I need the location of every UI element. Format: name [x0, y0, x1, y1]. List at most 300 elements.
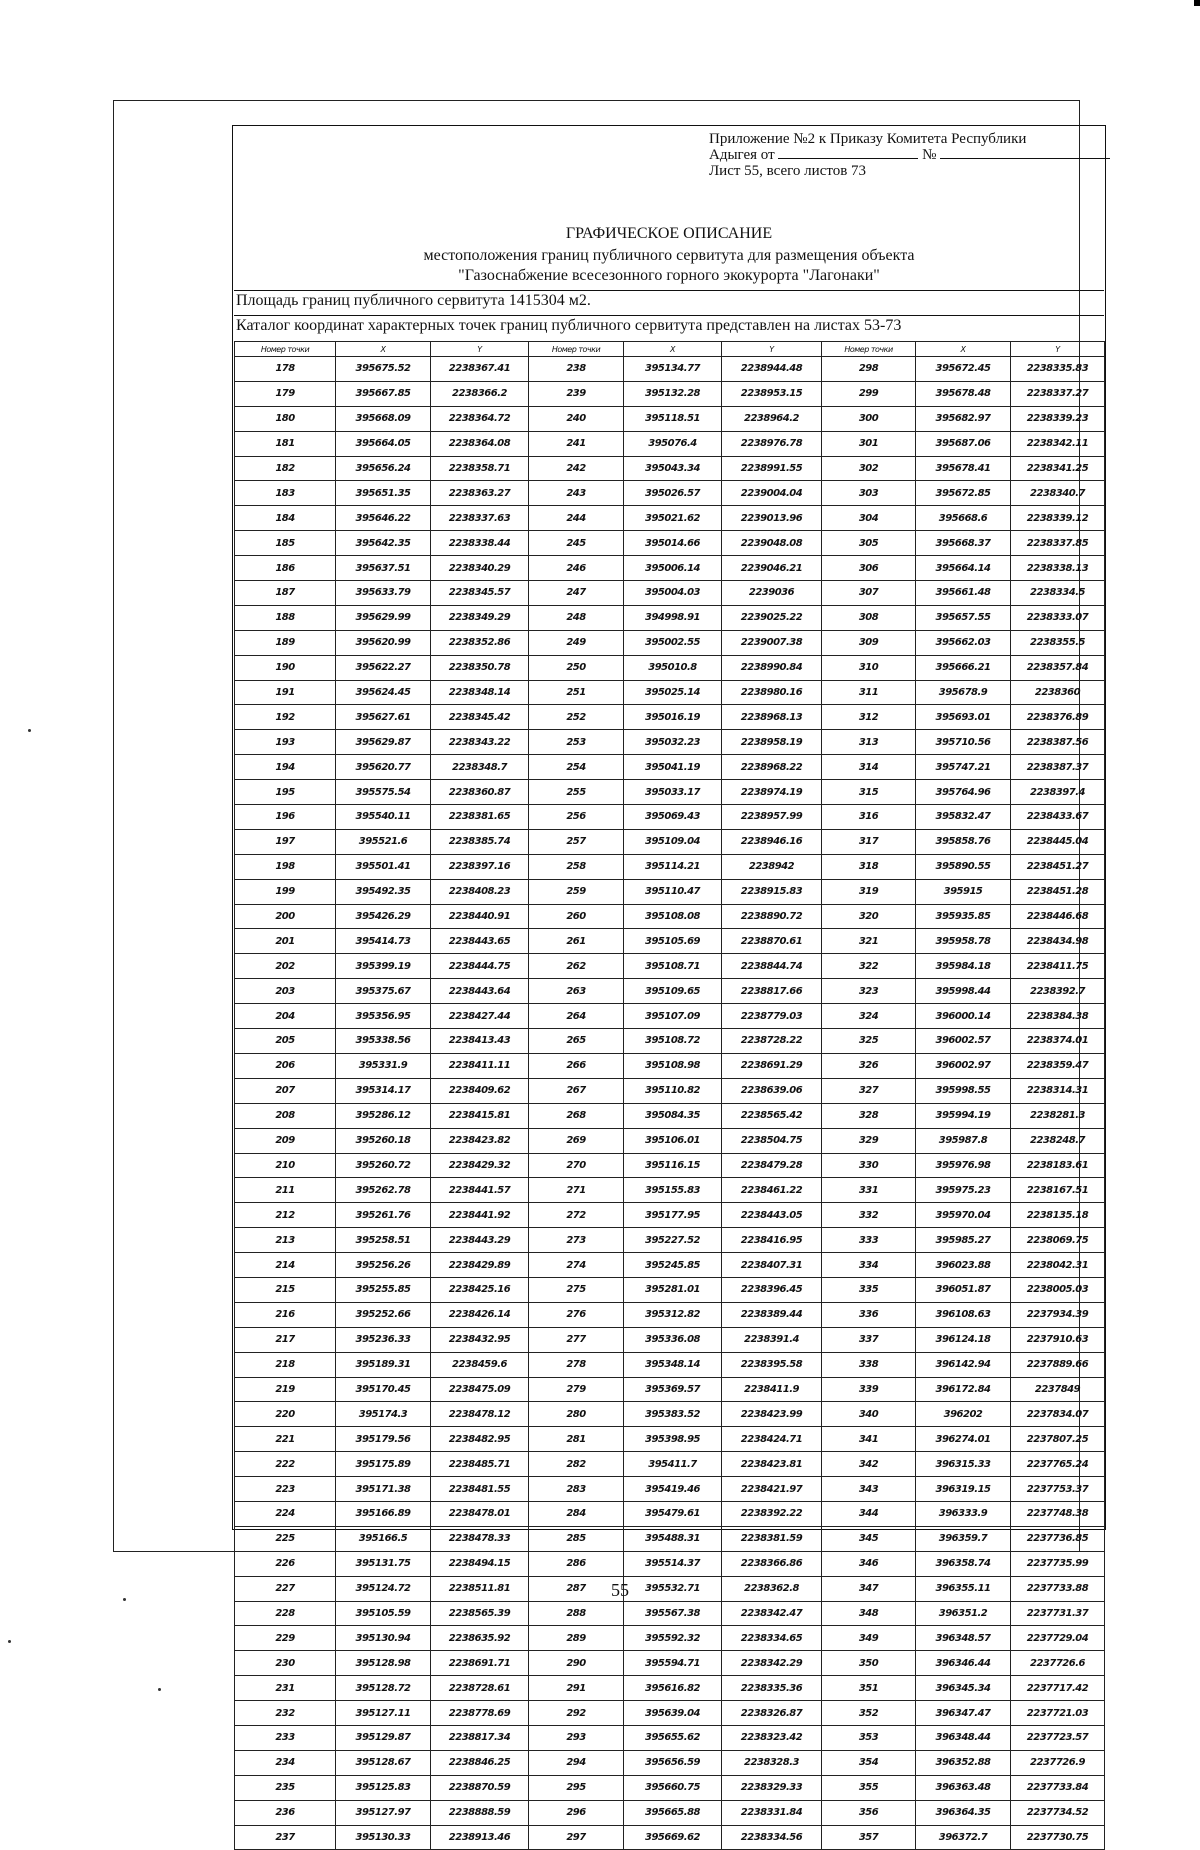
table-cell: 2238397.4 [1011, 780, 1105, 805]
table-cell: 395110.47 [624, 879, 722, 904]
table-row [235, 1004, 1105, 1029]
table-cell: 395252.66 [336, 1302, 431, 1327]
table-cell: 395998.55 [916, 1078, 1011, 1103]
table-cell: 2238342.29 [722, 1651, 822, 1676]
table-cell: 396352.88 [916, 1750, 1011, 1775]
table-cell: 2238423.82 [431, 1128, 529, 1153]
table-cell: 2239046.21 [722, 556, 822, 581]
table-cell: 396023.88 [916, 1253, 1011, 1278]
table-row [235, 1551, 1105, 1576]
table-cell: 395032.23 [624, 730, 722, 755]
table-cell: 2238424.71 [722, 1427, 822, 1452]
doc-subtitle-1: местоположения границ публичного сервитута для размещения объекта [423, 247, 915, 264]
table-row [235, 1128, 1105, 1153]
table-cell: 396346.44 [916, 1651, 1011, 1676]
table-cell: 395540.11 [336, 805, 431, 830]
table-cell: 2238183.61 [1011, 1153, 1105, 1178]
table-cell: 395575.54 [336, 780, 431, 805]
table-cell: 395227.52 [624, 1228, 722, 1253]
table-cell: 395177.95 [624, 1203, 722, 1228]
table-cell: 396348.44 [916, 1725, 1011, 1750]
table-cell: 198 [235, 854, 336, 879]
table-cell: 395021.62 [624, 506, 722, 531]
table-cell: 2238475.09 [431, 1377, 529, 1402]
table-cell: 2238421.97 [722, 1477, 822, 1502]
table-cell: 2238374.01 [1011, 1029, 1105, 1054]
table-cell: 317 [822, 829, 916, 854]
table-cell: 346 [822, 1551, 916, 1576]
table-cell: 395627.61 [336, 705, 431, 730]
table-cell: 351 [822, 1676, 916, 1701]
table-cell: 270 [529, 1153, 624, 1178]
table-cell: 322 [822, 954, 916, 979]
table-cell: 2238366.86 [722, 1551, 822, 1576]
table-cell: 395356.95 [336, 1004, 431, 1029]
table-cell: 395260.72 [336, 1153, 431, 1178]
table-cell: 353 [822, 1725, 916, 1750]
table-cell: 2238391.4 [722, 1327, 822, 1352]
table-row [235, 1725, 1105, 1750]
table-cell: 395261.76 [336, 1203, 431, 1228]
table-row [235, 829, 1105, 854]
table-cell: 325 [822, 1029, 916, 1054]
table-row [235, 979, 1105, 1004]
table-cell: 395348.14 [624, 1352, 722, 1377]
column-header: Y [1011, 342, 1105, 357]
table-cell: 2238870.61 [722, 929, 822, 954]
table-cell: 395069.43 [624, 805, 722, 830]
number-sign: № [922, 147, 937, 163]
table-cell: 196 [235, 805, 336, 830]
table-cell: 2238411.9 [722, 1377, 822, 1402]
table-cell: 295 [529, 1775, 624, 1800]
table-cell: 331 [822, 1178, 916, 1203]
table-cell: 203 [235, 979, 336, 1004]
table-cell: 395166.89 [336, 1501, 431, 1526]
table-cell: 395669.62 [624, 1825, 722, 1850]
table-cell: 223 [235, 1477, 336, 1502]
catalog-statement: Каталог координат характерных точек границ публичного сервитута представлен на листах 53-73 [234, 315, 1104, 336]
table-cell: 336 [822, 1302, 916, 1327]
table-cell: 395128.98 [336, 1651, 431, 1676]
table-row [235, 730, 1105, 755]
table-row [235, 1427, 1105, 1452]
table-cell: 355 [822, 1775, 916, 1800]
table-cell: 2238691.29 [722, 1053, 822, 1078]
table-cell: 395479.61 [624, 1501, 722, 1526]
table-cell: 395657.55 [916, 605, 1011, 630]
table-cell: 2238974.19 [722, 780, 822, 805]
table-cell: 306 [822, 556, 916, 581]
table-cell: 308 [822, 605, 916, 630]
table-cell: 268 [529, 1103, 624, 1128]
table-cell: 263 [529, 979, 624, 1004]
table-row [235, 1501, 1105, 1526]
table-cell: 2238976.78 [722, 431, 822, 456]
table-cell: 319 [822, 879, 916, 904]
table-cell: 2238167.51 [1011, 1178, 1105, 1203]
table-body [235, 357, 1105, 1850]
table-cell: 260 [529, 904, 624, 929]
table-row [235, 481, 1105, 506]
table-cell: 395132.28 [624, 381, 722, 406]
table-row [235, 655, 1105, 680]
table-row [235, 1402, 1105, 1427]
table-cell: 2238381.65 [431, 805, 529, 830]
table-cell: 395646.22 [336, 506, 431, 531]
table-cell: 2238335.36 [722, 1676, 822, 1701]
table-cell: 226 [235, 1551, 336, 1576]
table-cell: 350 [822, 1651, 916, 1676]
table-cell: 180 [235, 406, 336, 431]
table-cell: 2237726.9 [1011, 1750, 1105, 1775]
table-cell: 2238358.71 [431, 456, 529, 481]
table-cell: 395108.71 [624, 954, 722, 979]
table-cell: 2238348.7 [431, 755, 529, 780]
table-cell: 395935.85 [916, 904, 1011, 929]
table-cell: 276 [529, 1302, 624, 1327]
column-header: Y [431, 342, 529, 357]
table-cell: 236 [235, 1800, 336, 1825]
table-row [235, 1327, 1105, 1352]
table-cell: 2238387.37 [1011, 755, 1105, 780]
table-cell: 354 [822, 1750, 916, 1775]
table-cell: 395521.6 [336, 829, 431, 854]
table-row [235, 1302, 1105, 1327]
table-cell: 265 [529, 1029, 624, 1054]
table-cell: 2238443.05 [722, 1203, 822, 1228]
scan-speck [158, 1688, 161, 1691]
table-cell: 395105.69 [624, 929, 722, 954]
table-cell: 395398.95 [624, 1427, 722, 1452]
table-cell: 395651.35 [336, 481, 431, 506]
table-cell: 2238481.55 [431, 1477, 529, 1502]
table-cell: 191 [235, 680, 336, 705]
table-row [235, 1526, 1105, 1551]
table-cell: 2238343.22 [431, 730, 529, 755]
table-cell: 395127.11 [336, 1701, 431, 1726]
table-cell: 258 [529, 854, 624, 879]
table-cell: 251 [529, 680, 624, 705]
table-cell: 338 [822, 1352, 916, 1377]
table-cell: 291 [529, 1676, 624, 1701]
table-cell: 225 [235, 1526, 336, 1551]
table-cell: 344 [822, 1501, 916, 1526]
table-cell: 395166.5 [336, 1526, 431, 1551]
table-cell: 2238413.43 [431, 1029, 529, 1054]
table-cell: 2238341.25 [1011, 456, 1105, 481]
table-row [235, 531, 1105, 556]
table-cell: 287 [529, 1576, 624, 1601]
table-cell: 395567.38 [624, 1601, 722, 1626]
table-cell: 328 [822, 1103, 916, 1128]
table-cell: 2238384.38 [1011, 1004, 1105, 1029]
table-cell: 2238451.28 [1011, 879, 1105, 904]
table-cell: 395114.21 [624, 854, 722, 879]
table-cell: 2238958.19 [722, 730, 822, 755]
table-cell: 2238416.95 [722, 1228, 822, 1253]
table-cell: 395258.51 [336, 1228, 431, 1253]
table-cell: 2238479.28 [722, 1153, 822, 1178]
table-cell: 2238323.42 [722, 1725, 822, 1750]
table-cell: 395033.17 [624, 780, 722, 805]
table-cell: 395975.23 [916, 1178, 1011, 1203]
table-cell: 2238342.11 [1011, 431, 1105, 456]
table-cell: 395411.7 [624, 1452, 722, 1477]
scan-speck [123, 1598, 126, 1601]
scan-speck [8, 1640, 11, 1643]
table-cell: 2238913.46 [431, 1825, 529, 1850]
table-cell: 341 [822, 1427, 916, 1452]
table-cell: 395616.82 [624, 1676, 722, 1701]
table-cell: 2238334.5 [1011, 581, 1105, 606]
table-cell: 239 [529, 381, 624, 406]
table-cell: 395532.71 [624, 1576, 722, 1601]
table-cell: 395682.97 [916, 406, 1011, 431]
table-cell: 395629.99 [336, 605, 431, 630]
table-cell: 301 [822, 431, 916, 456]
table-cell: 245 [529, 531, 624, 556]
table-cell: 2238340.7 [1011, 481, 1105, 506]
table-cell: 204 [235, 1004, 336, 1029]
table-row [235, 1651, 1105, 1676]
table-cell: 197 [235, 829, 336, 854]
table-cell: 395687.06 [916, 431, 1011, 456]
table-cell: 395134.77 [624, 357, 722, 382]
table-cell: 2237726.6 [1011, 1651, 1105, 1676]
table-cell: 290 [529, 1651, 624, 1676]
table-cell: 395620.77 [336, 755, 431, 780]
table-cell: 395678.41 [916, 456, 1011, 481]
table-cell: 395109.04 [624, 829, 722, 854]
table-cell: 395655.62 [624, 1725, 722, 1750]
table-row [235, 854, 1105, 879]
table-cell: 395260.18 [336, 1128, 431, 1153]
table-cell: 395110.82 [624, 1078, 722, 1103]
table-cell: 337 [822, 1327, 916, 1352]
table-cell: 178 [235, 357, 336, 382]
table-cell: 312 [822, 705, 916, 730]
table-cell: 395006.14 [624, 556, 722, 581]
appendix-line-2 [477, 147, 1097, 163]
table-cell: 2238441.92 [431, 1203, 529, 1228]
table-cell: 2238314.31 [1011, 1078, 1105, 1103]
table-row [235, 1601, 1105, 1626]
table-cell: 2238485.71 [431, 1452, 529, 1477]
table-cell: 313 [822, 730, 916, 755]
table-cell: 2237733.84 [1011, 1775, 1105, 1800]
table-row [235, 506, 1105, 531]
table-cell: 217 [235, 1327, 336, 1352]
table-cell: 293 [529, 1725, 624, 1750]
table-cell: 395764.96 [916, 780, 1011, 805]
table-cell: 395155.83 [624, 1178, 722, 1203]
appendix-date-prefix: Адыгея от [709, 147, 775, 163]
table-cell: 311 [822, 680, 916, 705]
table-cell: 2237807.25 [1011, 1427, 1105, 1452]
table-cell: 2238329.33 [722, 1775, 822, 1800]
table-cell: 2238345.57 [431, 581, 529, 606]
table-cell: 297 [529, 1825, 624, 1850]
table-cell: 395501.41 [336, 854, 431, 879]
table-cell: 267 [529, 1078, 624, 1103]
table-cell: 227 [235, 1576, 336, 1601]
table-cell: 395622.27 [336, 655, 431, 680]
table-cell: 2238328.3 [722, 1750, 822, 1775]
table-cell: 352 [822, 1701, 916, 1726]
table-cell: 395236.33 [336, 1327, 431, 1352]
table-cell: 284 [529, 1501, 624, 1526]
table-cell: 179 [235, 381, 336, 406]
table-cell: 2238728.22 [722, 1029, 822, 1054]
table-cell: 395016.19 [624, 705, 722, 730]
table-cell: 2238691.71 [431, 1651, 529, 1676]
table-cell: 347 [822, 1576, 916, 1601]
table-cell: 182 [235, 456, 336, 481]
table-cell: 396002.57 [916, 1029, 1011, 1054]
table-cell: 395678.9 [916, 680, 1011, 705]
table-cell: 2238359.47 [1011, 1053, 1105, 1078]
table-cell: 264 [529, 1004, 624, 1029]
table-cell: 395984.18 [916, 954, 1011, 979]
table-cell: 280 [529, 1402, 624, 1427]
table-cell: 330 [822, 1153, 916, 1178]
table-cell: 207 [235, 1078, 336, 1103]
table-cell: 395179.56 [336, 1427, 431, 1452]
table-cell: 2238367.41 [431, 357, 529, 382]
table-cell: 2238565.39 [431, 1601, 529, 1626]
appendix-line-1: Приложение №2 к Приказу Комитета Республики [709, 131, 1027, 147]
table-cell: 395256.26 [336, 1253, 431, 1278]
table-cell: 192 [235, 705, 336, 730]
table-cell: 314 [822, 755, 916, 780]
table-cell: 275 [529, 1277, 624, 1302]
table-cell: 396315.33 [916, 1452, 1011, 1477]
table-cell: 2238459.6 [431, 1352, 529, 1377]
table-cell: 2237934.39 [1011, 1302, 1105, 1327]
table-cell: 2238135.18 [1011, 1203, 1105, 1228]
coordinates-table [234, 341, 1105, 1850]
table-cell: 304 [822, 506, 916, 531]
table-cell: 395656.59 [624, 1750, 722, 1775]
table-cell: 2239025.22 [722, 605, 822, 630]
table-cell: 395629.87 [336, 730, 431, 755]
table-cell: 2238363.27 [431, 481, 529, 506]
table-cell: 2238389.44 [722, 1302, 822, 1327]
table-cell: 233 [235, 1725, 336, 1750]
table-cell: 278 [529, 1352, 624, 1377]
table-cell: 395672.45 [916, 357, 1011, 382]
table-cell: 212 [235, 1203, 336, 1228]
table-cell: 2238426.14 [431, 1302, 529, 1327]
column-header: Номер точки [529, 342, 624, 357]
table-cell: 2238779.03 [722, 1004, 822, 1029]
table-cell: 232 [235, 1701, 336, 1726]
table-row [235, 1750, 1105, 1775]
table-cell: 2238890.72 [722, 904, 822, 929]
table-cell: 332 [822, 1203, 916, 1228]
table-cell: 396347.47 [916, 1701, 1011, 1726]
table-cell: 2238395.58 [722, 1352, 822, 1377]
table-cell: 224 [235, 1501, 336, 1526]
table-cell: 395336.08 [624, 1327, 722, 1352]
table-cell: 2238728.61 [431, 1676, 529, 1701]
table-cell: 395106.01 [624, 1128, 722, 1153]
table-cell: 395107.09 [624, 1004, 722, 1029]
table-cell: 259 [529, 879, 624, 904]
table-cell: 309 [822, 630, 916, 655]
table-cell: 2237748.38 [1011, 1501, 1105, 1526]
table-cell: 219 [235, 1377, 336, 1402]
table-cell: 2238339.12 [1011, 506, 1105, 531]
table-cell: 2237734.52 [1011, 1800, 1105, 1825]
table-row [235, 1676, 1105, 1701]
table-cell: 2238385.74 [431, 829, 529, 854]
table-cell: 2238415.81 [431, 1103, 529, 1128]
table-cell: 254 [529, 755, 624, 780]
table-cell: 299 [822, 381, 916, 406]
table-row [235, 581, 1105, 606]
table-cell: 396345.34 [916, 1676, 1011, 1701]
table-cell: 2238357.84 [1011, 655, 1105, 680]
table-row [235, 1153, 1105, 1178]
table-cell: 395987.8 [916, 1128, 1011, 1153]
table-cell: 395667.85 [336, 381, 431, 406]
table-cell: 2238334.65 [722, 1626, 822, 1651]
table-cell: 2238964.2 [722, 406, 822, 431]
table-cell: 272 [529, 1203, 624, 1228]
table-cell: 395262.78 [336, 1178, 431, 1203]
table-cell: 2238953.15 [722, 381, 822, 406]
scan-mark [1194, 0, 1200, 6]
table-cell: 220 [235, 1402, 336, 1427]
doc-title: ГРАФИЧЕСКОЕ ОПИСАНИЕ [565, 225, 773, 242]
table-cell: 395693.01 [916, 705, 1011, 730]
table-cell: 395915 [916, 879, 1011, 904]
appendix-header [477, 131, 1097, 179]
table-cell: 395338.56 [336, 1029, 431, 1054]
table-cell: 256 [529, 805, 624, 830]
table-cell: 2238461.22 [722, 1178, 822, 1203]
table-cell: 2237765.24 [1011, 1452, 1105, 1477]
table-cell: 396358.74 [916, 1551, 1011, 1576]
table-row [235, 1029, 1105, 1054]
table-cell: 2238846.25 [431, 1750, 529, 1775]
table-cell: 211 [235, 1178, 336, 1203]
table-cell: 205 [235, 1029, 336, 1054]
table-cell: 395170.45 [336, 1377, 431, 1402]
table-row [235, 381, 1105, 406]
table-cell: 240 [529, 406, 624, 431]
table-cell: 285 [529, 1526, 624, 1551]
table-cell: 395109.65 [624, 979, 722, 1004]
table-cell: 395286.12 [336, 1103, 431, 1128]
table-cell: 238 [529, 357, 624, 382]
table-cell: 395832.47 [916, 805, 1011, 830]
table-cell: 2237849 [1011, 1377, 1105, 1402]
table-cell: 2238337.27 [1011, 381, 1105, 406]
table-cell: 395026.57 [624, 481, 722, 506]
column-header: X [336, 342, 431, 357]
table-cell: 2238355.5 [1011, 630, 1105, 655]
table-cell: 396333.9 [916, 1501, 1011, 1526]
table-cell: 2238345.42 [431, 705, 529, 730]
table-cell: 395010.8 [624, 655, 722, 680]
table-cell: 2238478.01 [431, 1501, 529, 1526]
table-cell: 2238069.75 [1011, 1228, 1105, 1253]
handwritten-order-number [940, 158, 1110, 159]
table-cell: 2238478.33 [431, 1526, 529, 1551]
